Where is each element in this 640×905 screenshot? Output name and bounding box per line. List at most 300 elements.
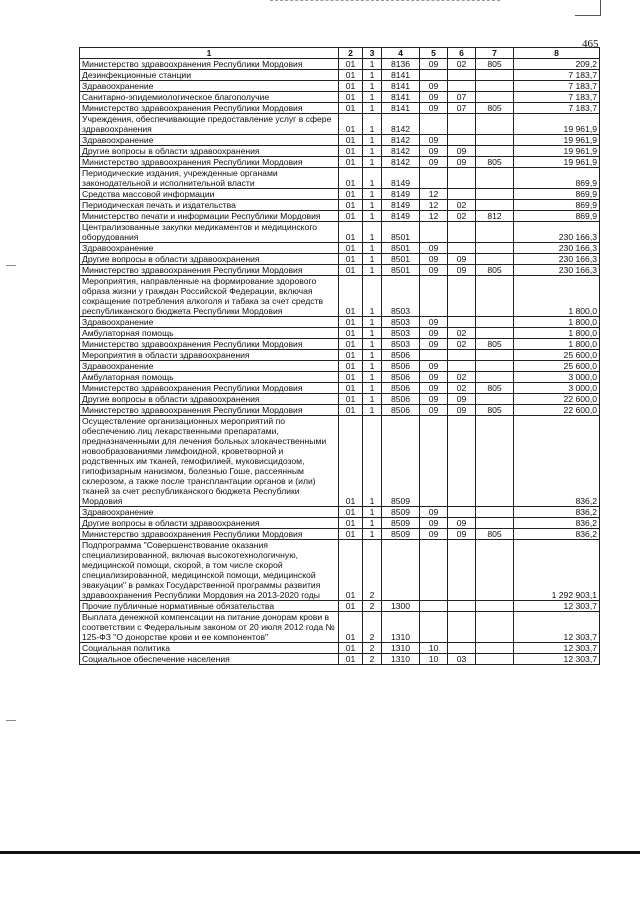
column-section: 01	[339, 654, 363, 665]
column-section: 01	[339, 114, 363, 135]
row-name: Периодические издания, учрежденные органами законодательной и исполнительной власти	[80, 168, 339, 189]
row-name: Другие вопросы в области здравоохранения	[80, 146, 339, 157]
column-subdivision: 09	[448, 529, 476, 540]
column-subsection: 1	[363, 265, 382, 276]
column-ministry	[476, 372, 514, 383]
column-ministry	[476, 612, 514, 643]
column-ministry	[476, 254, 514, 265]
column-subdivision: 09	[448, 518, 476, 529]
column-target-code: 8501	[382, 254, 420, 265]
column-target-code: 8506	[382, 372, 420, 383]
column-section: 01	[339, 383, 363, 394]
column-ministry: 805	[476, 59, 514, 70]
row-name: Мероприятия, направленные на формирование здорового образа жизни у граждан Российской Федерации, включая сокращение потребления алкоголя и табака за счет средств республиканского бюджета Республики Мордовия	[80, 276, 339, 317]
column-ministry	[476, 416, 514, 507]
column-division: 09	[420, 372, 448, 383]
row-name: Министерство здравоохранения Республики Мордовия	[80, 529, 339, 540]
row-name: Министерство здравоохранения Республики Мордовия	[80, 383, 339, 394]
column-division: 12	[420, 211, 448, 222]
column-section: 01	[339, 339, 363, 350]
row-amount: 836,2	[514, 518, 600, 529]
column-target-code: 8149	[382, 168, 420, 189]
row-amount: 1 800,0	[514, 328, 600, 339]
column-subsection: 1	[363, 59, 382, 70]
row-name: Средства массовой информации	[80, 189, 339, 200]
column-section: 01	[339, 601, 363, 612]
column-subsection: 1	[363, 168, 382, 189]
column-header: 3	[363, 48, 382, 59]
column-subsection: 1	[363, 114, 382, 135]
column-ministry: 805	[476, 405, 514, 416]
row-amount: 209,2	[514, 59, 600, 70]
column-division: 09	[420, 243, 448, 254]
crop-mark-horizontal	[575, 15, 601, 16]
column-division: 09	[420, 146, 448, 157]
column-division	[420, 540, 448, 601]
table-row	[80, 394, 600, 405]
column-section: 01	[339, 81, 363, 92]
column-subsection: 1	[363, 135, 382, 146]
column-subdivision: 02	[448, 383, 476, 394]
column-subdivision: 07	[448, 103, 476, 114]
column-ministry: 805	[476, 529, 514, 540]
row-amount: 19 961,9	[514, 135, 600, 146]
row-amount: 230 166,3	[514, 222, 600, 243]
column-division: 09	[420, 529, 448, 540]
row-amount: 869,9	[514, 189, 600, 200]
column-division: 09	[420, 92, 448, 103]
column-section: 01	[339, 361, 363, 372]
row-amount: 836,2	[514, 507, 600, 518]
row-amount: 1 800,0	[514, 317, 600, 328]
column-ministry	[476, 518, 514, 529]
column-division: 10	[420, 654, 448, 665]
column-header: 4	[382, 48, 420, 59]
table-row	[80, 222, 600, 243]
row-name: Здравоохранение	[80, 317, 339, 328]
column-target-code: 8501	[382, 243, 420, 254]
column-subsection: 1	[363, 416, 382, 507]
row-amount: 22 600,0	[514, 394, 600, 405]
column-target-code: 8141	[382, 92, 420, 103]
column-target-code: 8141	[382, 103, 420, 114]
column-ministry	[476, 540, 514, 601]
row-name: Здравоохранение	[80, 361, 339, 372]
row-name: Другие вопросы в области здравоохранения	[80, 254, 339, 265]
column-subsection: 1	[363, 529, 382, 540]
table-row	[80, 135, 600, 146]
column-subsection: 1	[363, 276, 382, 317]
table-row	[80, 416, 600, 507]
column-ministry	[476, 81, 514, 92]
row-amount: 7 183,7	[514, 103, 600, 114]
row-name: Министерство здравоохранения Республики Мордовия	[80, 339, 339, 350]
column-header: 8	[514, 48, 600, 59]
column-section: 01	[339, 317, 363, 328]
column-subdivision: 02	[448, 200, 476, 211]
column-target-code: 8509	[382, 507, 420, 518]
column-subdivision	[448, 189, 476, 200]
column-subsection: 1	[363, 518, 382, 529]
column-subsection: 1	[363, 243, 382, 254]
column-subsection: 1	[363, 254, 382, 265]
row-amount: 836,2	[514, 529, 600, 540]
column-ministry	[476, 200, 514, 211]
column-subdivision	[448, 507, 476, 518]
table-row	[80, 189, 600, 200]
column-section: 01	[339, 146, 363, 157]
table-row	[80, 254, 600, 265]
column-subsection: 1	[363, 157, 382, 168]
table-row	[80, 211, 600, 222]
column-target-code: 8506	[382, 350, 420, 361]
column-section: 01	[339, 372, 363, 383]
table-row	[80, 601, 600, 612]
row-amount: 836,2	[514, 416, 600, 507]
column-target-code: 8142	[382, 157, 420, 168]
row-amount: 230 166,3	[514, 243, 600, 254]
row-name: Мероприятия в области здравоохранения	[80, 350, 339, 361]
column-target-code: 1310	[382, 612, 420, 643]
column-division: 10	[420, 643, 448, 654]
column-section: 01	[339, 59, 363, 70]
column-target-code: 1310	[382, 643, 420, 654]
column-subsection: 1	[363, 70, 382, 81]
row-name: Подпрограмма "Совершенствование оказания специализированной, включая высокотехнологичную, медицинской помощи, скорой, в том числе скорой специализированной, медицинской помощи, медицинской эвакуации" в рамках Государственной программы развития здравоохранения Республики Мордовия на 2013-2020 годы	[80, 540, 339, 601]
column-target-code: 8509	[382, 529, 420, 540]
column-subsection: 2	[363, 654, 382, 665]
row-amount: 19 961,9	[514, 114, 600, 135]
column-section: 01	[339, 222, 363, 243]
column-subdivision: 09	[448, 254, 476, 265]
column-subsection: 2	[363, 612, 382, 643]
column-target-code: 8149	[382, 189, 420, 200]
column-division: 12	[420, 189, 448, 200]
column-subdivision: 02	[448, 211, 476, 222]
row-name: Министерство печати и информации Республики Мордовия	[80, 211, 339, 222]
column-subdivision: 07	[448, 92, 476, 103]
table-row	[80, 540, 600, 601]
column-subdivision	[448, 601, 476, 612]
column-section: 01	[339, 254, 363, 265]
column-section: 01	[339, 643, 363, 654]
table-row	[80, 114, 600, 135]
column-section: 01	[339, 157, 363, 168]
column-section: 01	[339, 507, 363, 518]
table-header-row	[80, 48, 600, 59]
row-name: Здравоохранение	[80, 507, 339, 518]
column-section: 01	[339, 416, 363, 507]
row-amount: 7 183,7	[514, 70, 600, 81]
column-subdivision: 09	[448, 265, 476, 276]
row-name: Здравоохранение	[80, 135, 339, 146]
table-row	[80, 612, 600, 643]
column-ministry	[476, 92, 514, 103]
column-target-code: 8141	[382, 70, 420, 81]
table-row	[80, 243, 600, 254]
scan-edge-top	[270, 0, 500, 1]
column-subsection: 1	[363, 350, 382, 361]
column-division: 09	[420, 405, 448, 416]
column-ministry	[476, 507, 514, 518]
table-row	[80, 339, 600, 350]
row-name: Министерство здравоохранения Республики Мордовия	[80, 59, 339, 70]
table-row	[80, 372, 600, 383]
column-subdivision	[448, 317, 476, 328]
column-section: 01	[339, 276, 363, 317]
row-amount: 12 303,7	[514, 643, 600, 654]
table-row	[80, 157, 600, 168]
column-division	[420, 416, 448, 507]
column-division: 09	[420, 361, 448, 372]
column-section: 01	[339, 350, 363, 361]
column-subsection: 1	[363, 339, 382, 350]
column-ministry	[476, 361, 514, 372]
column-target-code: 8506	[382, 383, 420, 394]
column-subdivision	[448, 612, 476, 643]
column-subdivision: 09	[448, 157, 476, 168]
column-target-code: 8141	[382, 81, 420, 92]
table-row	[80, 200, 600, 211]
column-target-code: 8501	[382, 265, 420, 276]
column-target-code: 8506	[382, 394, 420, 405]
table-row	[80, 507, 600, 518]
column-subdivision: 02	[448, 328, 476, 339]
row-name: Прочие публичные нормативные обязательства	[80, 601, 339, 612]
row-amount: 1 800,0	[514, 339, 600, 350]
column-subsection: 1	[363, 405, 382, 416]
table-row	[80, 317, 600, 328]
row-amount: 230 166,3	[514, 265, 600, 276]
column-header: 7	[476, 48, 514, 59]
column-ministry	[476, 276, 514, 317]
column-ministry	[476, 317, 514, 328]
binding-mark	[6, 720, 16, 721]
column-section: 01	[339, 135, 363, 146]
table-row	[80, 328, 600, 339]
column-division	[420, 276, 448, 317]
column-subsection: 1	[363, 211, 382, 222]
row-amount: 7 183,7	[514, 92, 600, 103]
row-amount: 22 600,0	[514, 405, 600, 416]
column-section: 01	[339, 168, 363, 189]
row-amount: 12 303,7	[514, 612, 600, 643]
column-subsection: 1	[363, 146, 382, 157]
column-target-code	[382, 540, 420, 601]
column-subsection: 1	[363, 361, 382, 372]
table-row	[80, 529, 600, 540]
column-subdivision: 02	[448, 339, 476, 350]
row-name: Амбулаторная помощь	[80, 372, 339, 383]
column-division	[420, 222, 448, 243]
row-amount: 19 961,9	[514, 146, 600, 157]
column-division: 09	[420, 254, 448, 265]
column-division: 09	[420, 317, 448, 328]
table-row	[80, 654, 600, 665]
table-row	[80, 59, 600, 70]
column-subsection: 2	[363, 540, 382, 601]
table-row	[80, 276, 600, 317]
column-subsection: 1	[363, 317, 382, 328]
column-section: 01	[339, 394, 363, 405]
column-target-code: 8136	[382, 59, 420, 70]
column-section: 01	[339, 189, 363, 200]
column-section: 01	[339, 612, 363, 643]
row-name: Другие вопросы в области здравоохранения	[80, 394, 339, 405]
column-subsection: 1	[363, 383, 382, 394]
column-subdivision: 09	[448, 394, 476, 405]
row-name: Министерство здравоохранения Республики Мордовия	[80, 103, 339, 114]
column-target-code: 8503	[382, 276, 420, 317]
page-number: 465	[582, 38, 599, 50]
row-amount: 230 166,3	[514, 254, 600, 265]
column-division: 09	[420, 157, 448, 168]
column-division: 09	[420, 507, 448, 518]
column-target-code: 8506	[382, 361, 420, 372]
column-subdivision: 09	[448, 405, 476, 416]
column-target-code: 8142	[382, 135, 420, 146]
column-ministry	[476, 189, 514, 200]
column-ministry	[476, 114, 514, 135]
column-division: 09	[420, 328, 448, 339]
column-division: 09	[420, 81, 448, 92]
table-row	[80, 405, 600, 416]
row-amount: 869,9	[514, 200, 600, 211]
column-ministry	[476, 70, 514, 81]
column-section: 01	[339, 540, 363, 601]
column-subdivision	[448, 416, 476, 507]
column-subsection: 2	[363, 601, 382, 612]
column-target-code: 8503	[382, 328, 420, 339]
column-section: 01	[339, 92, 363, 103]
column-subdivision	[448, 350, 476, 361]
column-target-code: 8149	[382, 200, 420, 211]
table-row	[80, 92, 600, 103]
column-ministry	[476, 350, 514, 361]
column-subdivision: 02	[448, 59, 476, 70]
column-target-code: 8142	[382, 146, 420, 157]
column-section: 01	[339, 518, 363, 529]
column-subsection: 1	[363, 189, 382, 200]
row-amount: 869,9	[514, 168, 600, 189]
row-name: Осуществление организационных мероприятий по обеспечению лиц лекарственными препаратами, предназначенными для лечения больных злокачественными новообразованиями лимфоидной, кроветворной и родственных им тканей, гемофилией, муковисцидозом, гипофизарным нанизмом, болезнью Гоше, рассеянным склерозом, а также после трансплантации органов и (или) тканей за счет республиканского бюджета Республики Мордовия	[80, 416, 339, 507]
column-ministry	[476, 243, 514, 254]
column-section: 01	[339, 70, 363, 81]
table-row	[80, 383, 600, 394]
table-row	[80, 146, 600, 157]
row-amount: 25 600,0	[514, 350, 600, 361]
column-division	[420, 70, 448, 81]
column-ministry: 805	[476, 383, 514, 394]
column-header: 1	[80, 48, 339, 59]
column-section: 01	[339, 529, 363, 540]
column-ministry: 805	[476, 103, 514, 114]
row-amount: 19 961,9	[514, 157, 600, 168]
column-section: 01	[339, 103, 363, 114]
column-ministry	[476, 328, 514, 339]
table-row	[80, 81, 600, 92]
table-row	[80, 643, 600, 654]
row-amount: 869,9	[514, 211, 600, 222]
column-subsection: 1	[363, 328, 382, 339]
column-target-code: 8509	[382, 518, 420, 529]
table-row	[80, 168, 600, 189]
column-division	[420, 601, 448, 612]
row-name: Выплата денежной компенсации на питание донорам крови в соответствии с Федеральным законом от 20 июля 2012 года № 125-ФЗ "О донорстве крови и ее компонентов"	[80, 612, 339, 643]
column-division: 09	[420, 394, 448, 405]
column-subsection: 1	[363, 222, 382, 243]
table-row	[80, 70, 600, 81]
column-subsection: 1	[363, 92, 382, 103]
column-ministry: 805	[476, 265, 514, 276]
column-subdivision: 03	[448, 654, 476, 665]
row-name: Амбулаторная помощь	[80, 328, 339, 339]
row-amount: 3 000,0	[514, 372, 600, 383]
row-name: Социальное обеспечение населения	[80, 654, 339, 665]
column-ministry: 805	[476, 157, 514, 168]
column-division: 09	[420, 339, 448, 350]
row-amount: 12 303,7	[514, 601, 600, 612]
budget-table	[79, 47, 600, 665]
column-subdivision	[448, 643, 476, 654]
column-subdivision	[448, 361, 476, 372]
column-ministry	[476, 601, 514, 612]
column-subsection: 1	[363, 507, 382, 518]
column-ministry: 805	[476, 339, 514, 350]
column-division: 09	[420, 518, 448, 529]
column-subdivision	[448, 70, 476, 81]
row-name: Другие вопросы в области здравоохранения	[80, 518, 339, 529]
column-division: 09	[420, 103, 448, 114]
table-row	[80, 518, 600, 529]
column-division: 09	[420, 265, 448, 276]
table-row	[80, 350, 600, 361]
column-subsection: 1	[363, 81, 382, 92]
column-ministry	[476, 146, 514, 157]
column-header: 5	[420, 48, 448, 59]
row-amount: 25 600,0	[514, 361, 600, 372]
column-target-code: 1300	[382, 601, 420, 612]
column-division: 09	[420, 59, 448, 70]
row-name: Социальная политика	[80, 643, 339, 654]
column-subdivision: 09	[448, 146, 476, 157]
column-division	[420, 114, 448, 135]
table-row	[80, 361, 600, 372]
column-subdivision	[448, 222, 476, 243]
row-name: Министерство здравоохранения Республики Мордовия	[80, 265, 339, 276]
column-target-code: 8501	[382, 222, 420, 243]
column-subdivision	[448, 168, 476, 189]
column-section: 01	[339, 328, 363, 339]
crop-mark-vertical	[600, 0, 601, 16]
column-header: 2	[339, 48, 363, 59]
row-amount: 12 303,7	[514, 654, 600, 665]
column-target-code: 8506	[382, 405, 420, 416]
column-target-code: 8503	[382, 339, 420, 350]
row-amount: 3 000,0	[514, 383, 600, 394]
column-subsection: 2	[363, 643, 382, 654]
row-name: Здравоохранение	[80, 81, 339, 92]
column-ministry	[476, 168, 514, 189]
column-section: 01	[339, 243, 363, 254]
column-target-code: 8149	[382, 211, 420, 222]
column-division	[420, 612, 448, 643]
column-subsection: 1	[363, 394, 382, 405]
column-subdivision	[448, 540, 476, 601]
row-amount: 7 183,7	[514, 81, 600, 92]
column-ministry	[476, 654, 514, 665]
column-subdivision	[448, 114, 476, 135]
